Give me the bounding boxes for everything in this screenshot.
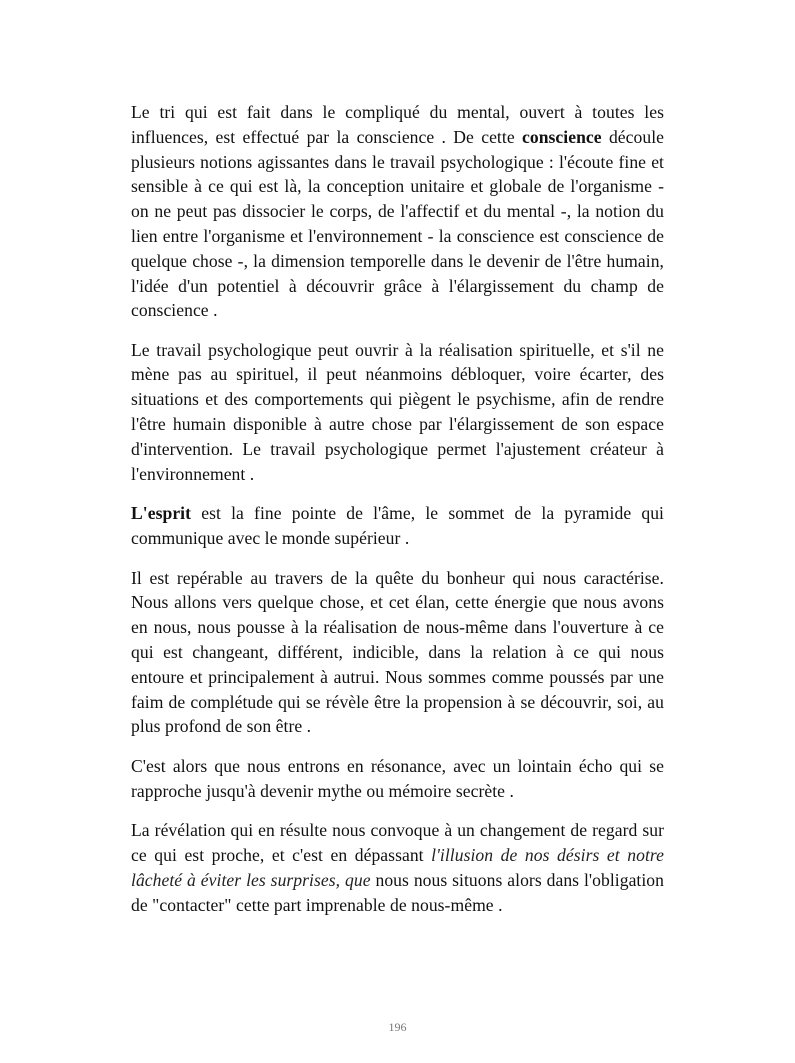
paragraph-text: est la fine pointe de l'âme, le sommet de la pyramide qui communique avec le monde supérieur . [131,503,664,549]
paragraph-text: découle plusieurs notions agissantes dans le travail psychologique : l'écoute fine et sensible à ce qui est là, la conception unitaire et globale de l'organisme - on ne peut pas dissocier le corps, de l'affectif et du mental -, la notion du lien entre l'organisme et l'environnement - la conscience est conscience de quelque chose -, la dimension temporelle dans le devenir de l'être humain, l'idée d'un potentiel à découvrir grâce à l'élargissement du champ de conscience . [131,126,664,321]
paragraph-travail-psychologique: Le travail psychologique peut ouvrir à la réalisation spirituelle, et s'il ne mène pas au spirituel, il peut néanmoins débloquer, voire écarter, des situations et des comportements qui piègent le psychisme, afin de rendre l'être humain disponible à autre chose par l'élargissement de son espace d'intervention. Le travail psychologique permet l'ajustement créateur à l'environnement . [131,339,664,484]
paragraph-resonance: C'est alors que nous entrons en résonance, avec un lointain écho qui se rapproche jusqu'à devenir mythe ou mémoire secrète . [131,756,664,801]
paragraph-conscience [131,100,664,323]
paragraph-revelation [131,818,664,917]
paragraph-esprit [131,501,664,551]
paragraph-quete-bonheur: Il est repérable au travers de la quête du bonheur qui nous caractérise. Nous allons vers quelque chose, et cet élan, cette énergie que nous avons en nous, nous pousse à la réalisation de nous-même dans l'ouverture à ce qui est changeant, différent, indicible, dans la relation à ce qui nous entoure et principalement à autrui. Nous sommes comme poussés par une faim de complétude qui se révèle être la propension à se découvrir, soi, au plus profond de son être . [131,567,664,737]
page-number: 196 [388,1020,407,1034]
italic-phrase: l'illusion de nos désirs et notre lâcheté à éviter les surprises, que [131,845,664,890]
paragraph-text: nous nous situons alors dans l'obligation de "contacter" cette part imprenable de nous-même . [131,869,664,915]
bold-term-esprit: L'esprit [131,503,192,524]
paragraph-text: La révélation qui en résulte nous convoque à un changement de regard sur ce qui est proche, et c'est en dépassant [131,820,664,866]
paragraph-text: Le tri qui est fait dans le compliqué du mental, ouvert à toutes les influences, est effectué par la conscience . De cette [131,102,664,147]
bold-term-conscience: conscience [521,126,602,147]
page-body [131,100,664,917]
